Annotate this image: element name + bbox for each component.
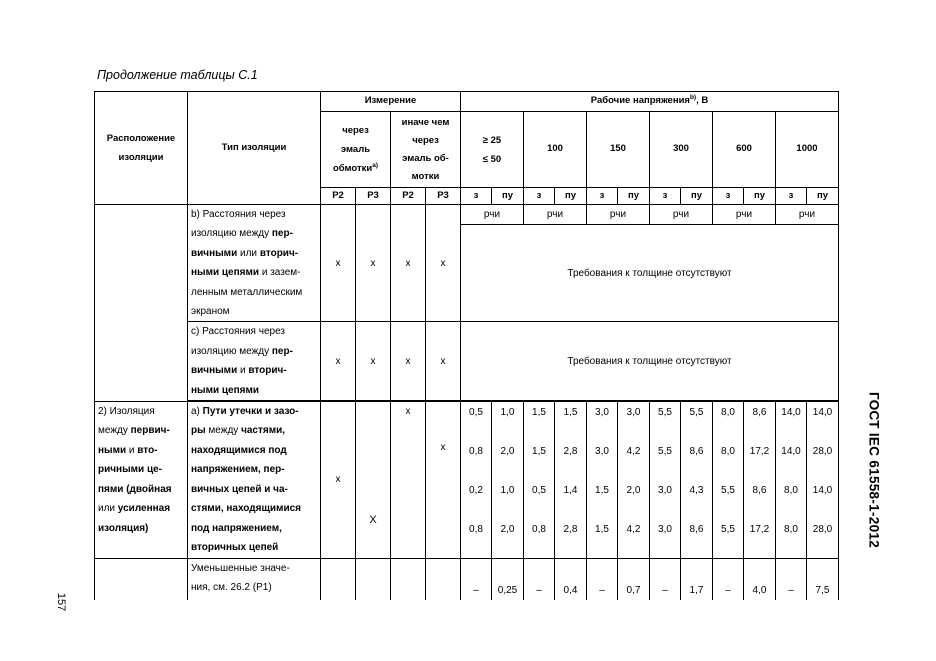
insulation-table: [94, 91, 839, 600]
row-b-note: Требования к толщине отсутствуют: [461, 225, 839, 322]
reduced-type: Уменьшенные значе- ния, см. 26.2 (Р1): [188, 559, 321, 600]
header-z: з: [776, 188, 807, 205]
reduced-value: –: [650, 559, 681, 600]
rchi-25-50: рчи: [461, 205, 524, 225]
header-voltage-300: 300: [650, 112, 713, 188]
row-2a-p3-other: х: [426, 402, 461, 559]
header-other-than-enamel: иначе чем через эмаль об- мотки: [391, 112, 461, 188]
table-caption: Продолжение таблицы С.1: [97, 68, 258, 82]
header-pu: пу: [492, 188, 524, 205]
location-cell-empty: [95, 559, 188, 600]
header-type: Тип изоляции: [188, 92, 321, 205]
header-voltage-1000: 1000: [776, 112, 839, 188]
document-standard-title: ГОСТ IEC 61558-1-2012: [866, 391, 882, 548]
reduced-mark-empty: [426, 559, 461, 600]
header-z: з: [461, 188, 492, 205]
header-z: з: [650, 188, 681, 205]
values-col-3: 1,5 1,5 0,5 0,8: [524, 402, 555, 559]
rchi-150: рчи: [587, 205, 650, 225]
header-p2: P2: [391, 188, 426, 205]
header-p2: P2: [321, 188, 356, 205]
reduced-mark-empty: [391, 559, 426, 600]
row-2-location: 2) Изоляция между первич- ными и вто- ричными це- пями (двойная или усиленная изоляция): [95, 402, 188, 559]
reduced-value: 4,0: [744, 559, 776, 600]
rchi-1000: рчи: [776, 205, 839, 225]
row-2a-p3-enamel: Х: [356, 402, 391, 559]
rchi-300: рчи: [650, 205, 713, 225]
row-b-type: b) Расстояния через изоляцию между пер- вичными или вторич- ными цепями и зазем- ленным металлическим экраном: [188, 205, 321, 322]
location-cell-empty: [95, 205, 188, 402]
values-col-4: 1,5 2,8 1,4 2,8: [555, 402, 587, 559]
values-col-5: 3,0 3,0 1,5 1,5: [587, 402, 618, 559]
header-voltage-25-50: ≥ 25 ≤ 50: [461, 112, 524, 188]
row-2a-type: а) Пути утечки и зазо- ры между частями, находящимися под напряжением, пер- вичных цепей и ча- стями, находящимися под напряжением, вторичных цепей: [188, 402, 321, 559]
row-c-note: Требования к толщине отсутствуют: [461, 322, 839, 401]
values-col-2: 1,0 2,0 1,0 2,0: [492, 402, 524, 559]
header-voltage-100: 100: [524, 112, 587, 188]
values-col-10: 8,6 17,2 8,6 17,2: [744, 402, 776, 559]
header-voltage-600: 600: [713, 112, 776, 188]
header-pu: пу: [555, 188, 587, 205]
header-z: з: [713, 188, 744, 205]
values-col-9: 8,0 8,0 5,5 5,5: [713, 402, 744, 559]
reduced-value: –: [713, 559, 744, 600]
values-col-11: 14,0 14,0 8,0 8,0: [776, 402, 807, 559]
header-pu: пу: [744, 188, 776, 205]
row-c-type: с) Расстояния через изоляцию между пер- вичными и вторич- ными цепями: [188, 322, 321, 401]
header-pu: пу: [807, 188, 839, 205]
reduced-value: –: [461, 559, 492, 600]
row-c-mark-p2-other: х: [391, 322, 426, 401]
header-pu: пу: [618, 188, 650, 205]
reduced-value: 0,25: [492, 559, 524, 600]
row-b-mark-p3-enamel: х: [356, 205, 391, 322]
values-col-1: 0,5 0,8 0,2 0,8: [461, 402, 492, 559]
values-col-6: 3,0 4,2 2,0 4,2: [618, 402, 650, 559]
reduced-mark-empty: [356, 559, 391, 600]
reduced-mark-empty: [321, 559, 356, 600]
reduced-value: –: [587, 559, 618, 600]
page-number: 157: [55, 592, 68, 612]
header-measurement: Измерение: [321, 92, 461, 112]
reduced-value: –: [776, 559, 807, 600]
header-voltage-150: 150: [587, 112, 650, 188]
header-z: з: [587, 188, 618, 205]
header-location: Расположение изоляции: [95, 92, 188, 205]
header-working-voltages: Рабочие напряжения$^{b)}$, В: [461, 92, 839, 112]
reduced-value: 7,5: [807, 559, 839, 600]
row-2a-p2-other: х: [391, 402, 426, 559]
row-c-mark-p2-enamel: х: [321, 322, 356, 401]
header-p3: P3: [356, 188, 391, 205]
row-b-mark-p3-other: х: [426, 205, 461, 322]
header-through-enamel: через эмаль обмотки$^{а)}$: [321, 112, 391, 188]
row-b-mark-p2-enamel: х: [321, 205, 356, 322]
values-col-7: 5,5 5,5 3,0 3,0: [650, 402, 681, 559]
header-p3: P3: [426, 188, 461, 205]
row-c-mark-p3-other: х: [426, 322, 461, 401]
header-pu: пу: [681, 188, 713, 205]
reduced-value: 0,4: [555, 559, 587, 600]
reduced-value: 1,7: [681, 559, 713, 600]
values-col-8: 5,5 8,6 4,3 8,6: [681, 402, 713, 559]
values-col-12: 14,0 28,0 14,0 28,0: [807, 402, 839, 559]
header-z: з: [524, 188, 555, 205]
reduced-value: 0,7: [618, 559, 650, 600]
rchi-100: рчи: [524, 205, 587, 225]
rchi-600: рчи: [713, 205, 776, 225]
row-b-mark-p2-other: х: [391, 205, 426, 322]
row-c-mark-p3-enamel: х: [356, 322, 391, 401]
reduced-value: –: [524, 559, 555, 600]
row-2a-p2-enamel: х: [321, 402, 356, 559]
